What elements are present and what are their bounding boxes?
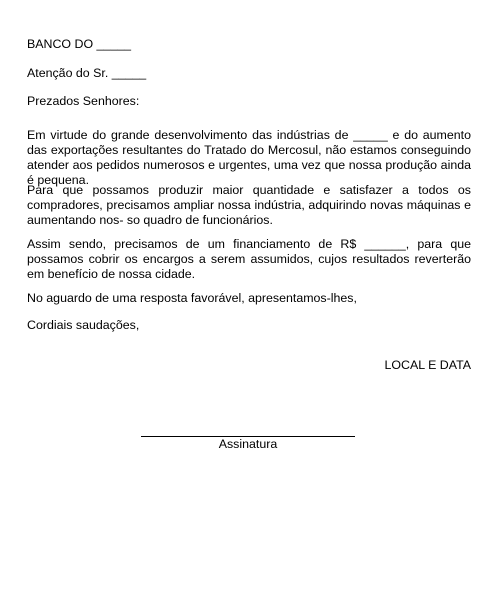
signature-label: Assinatura [218,437,278,451]
paragraph-text: Em virtude do grande desenvolvimento das indústrias de _____ e do aumento das exportações resultantes do Tratado do Mercosul, não estamos conseguindo atender aos pedidos numerosos e urgentes, uma vez que nossa produção ainda é pequena. [27,128,471,187]
recipient-line: BANCO DO _____ [27,37,131,51]
letter-page [27,0,471,600]
body-paragraph-2 [27,183,471,228]
place-date: LOCAL E DATA [384,358,471,372]
closing-line: Cordiais saudações, [27,318,140,332]
body-paragraph-3 [27,237,471,282]
body-paragraph-1 [27,128,471,188]
awaiting-line: No aguardo de uma resposta favorável, apresentamos-lhes, [27,291,357,305]
salutation: Prezados Senhores: [27,94,140,108]
attention-line: Atenção do Sr. _____ [27,66,147,80]
paragraph-text: Assim sendo, precisamos de um financiamento de R$ ______, para que possamos cobrir os encargos a serem assumidos, cujos resultados reverterão em benefício de nossa cidade. [27,237,471,281]
paragraph-text: Para que possamos produzir maior quantidade e satisfazer a todos os compradores, precisamos ampliar nossa indústria, adquirindo novas máquinas e aumentando nos- so quadro de funcionários. [27,183,471,227]
